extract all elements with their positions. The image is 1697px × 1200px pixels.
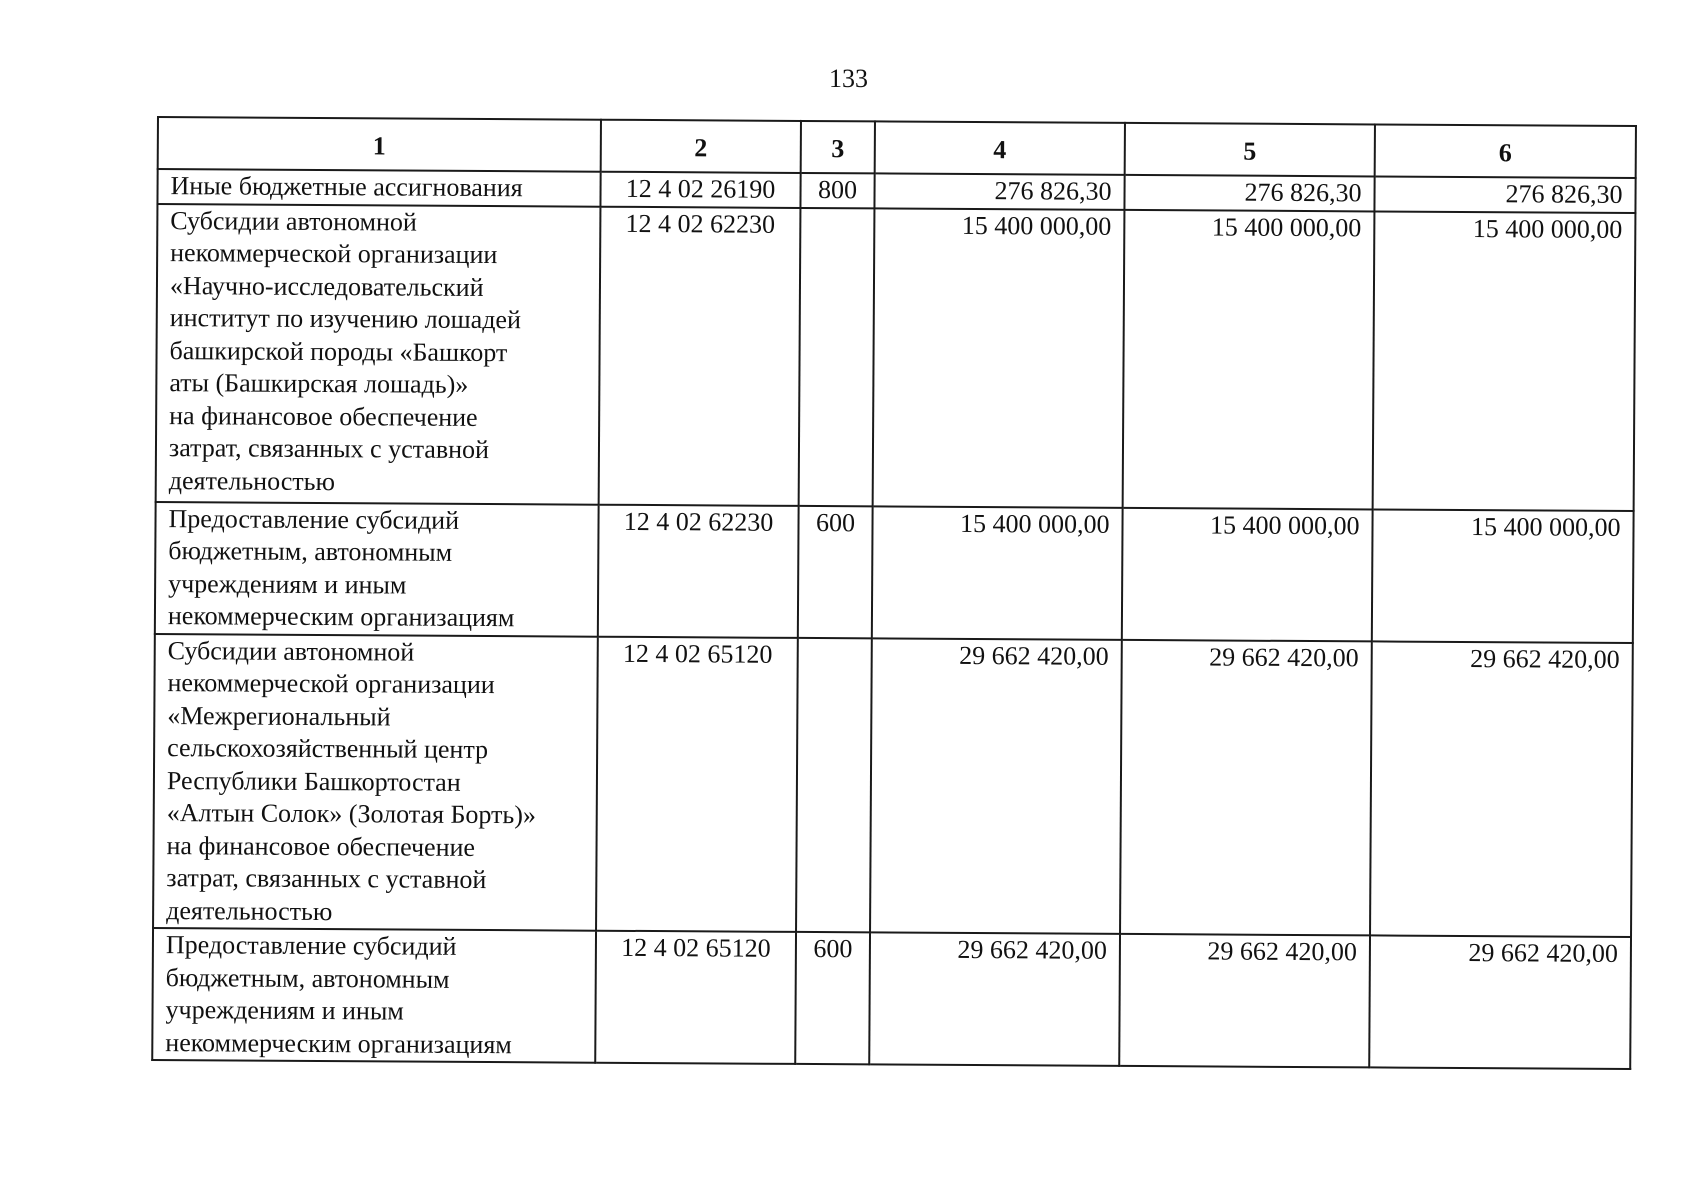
- column-header-2: 2: [601, 120, 801, 173]
- row-name: Предоставление субсидий бюджетным, автономным учреждениям и иным некоммерческим организациям: [152, 928, 596, 1063]
- column-header-5: 5: [1125, 123, 1375, 177]
- row-amount-col5: 29 662 420,00: [1120, 639, 1372, 935]
- row-target-code: 12 4 02 65120: [596, 636, 798, 932]
- row-amount-col6: 15 400 000,00: [1372, 509, 1634, 643]
- row-target-code: 12 4 02 62230: [598, 504, 799, 637]
- column-header-3: 3: [801, 121, 875, 173]
- row-expense-type: [799, 207, 875, 505]
- budget-allocation-table: [151, 116, 1637, 1070]
- table-row: [153, 633, 1633, 937]
- table-header-row: [158, 117, 1636, 178]
- row-amount-col5: 15 400 000,00: [1123, 209, 1375, 509]
- row-expense-type: 800: [800, 173, 874, 208]
- row-target-code: 12 4 02 62230: [599, 206, 801, 505]
- row-amount-col4: 15 400 000,00: [873, 208, 1125, 508]
- row-expense-type: [796, 637, 872, 932]
- row-target-code: 12 4 02 26190: [600, 172, 800, 208]
- row-expense-type: 600: [798, 505, 873, 637]
- column-header-1: 1: [158, 117, 601, 172]
- row-amount-col6: 15 400 000,00: [1373, 211, 1636, 511]
- row-expense-type: 600: [795, 932, 870, 1064]
- row-amount-col5: 29 662 420,00: [1119, 934, 1370, 1068]
- row-name: Предоставление субсидий бюджетным, автономным учреждениям и иным некоммерческим организациям: [155, 501, 599, 636]
- row-amount-col4: 276 826,30: [874, 173, 1124, 209]
- page-number: 133: [829, 64, 868, 93]
- row-name: Субсидии автономной некоммерческой организации «Межрегиональный сельскохозяйственный центр Республики Башкортостан «Алтын Солок» (Золотая Борть)» на финансовое обеспечение затрат, связанных с уставной деятельностью: [153, 633, 598, 930]
- table-row: [152, 928, 1631, 1069]
- row-amount-col4: 29 662 420,00: [870, 638, 1122, 934]
- row-amount-col6: 276 826,30: [1374, 176, 1635, 212]
- row-name: Иные бюджетные ассигнования: [157, 169, 600, 206]
- row-amount-col6: 29 662 420,00: [1370, 641, 1633, 937]
- row-target-code: 12 4 02 65120: [595, 931, 796, 1064]
- row-amount-col4: 29 662 420,00: [869, 932, 1120, 1066]
- row-amount-col4: 15 400 000,00: [872, 506, 1123, 640]
- row-name: Субсидии автономной некоммерческой организации «Научно-исследовательский институт по изучению лошадей башкирской породы «Башкорт аты (Башкирская лошадь)» на финансовое обеспечение затрат, связанных с уставной деятельностью: [156, 204, 601, 505]
- row-amount-col5: 276 826,30: [1124, 175, 1374, 211]
- row-amount-col5: 15 400 000,00: [1122, 507, 1373, 641]
- column-header-6: 6: [1375, 124, 1636, 178]
- table-row: [155, 501, 1634, 642]
- column-header-4: 4: [875, 121, 1125, 175]
- table-row: [156, 204, 1636, 511]
- row-amount-col6: 29 662 420,00: [1369, 935, 1631, 1069]
